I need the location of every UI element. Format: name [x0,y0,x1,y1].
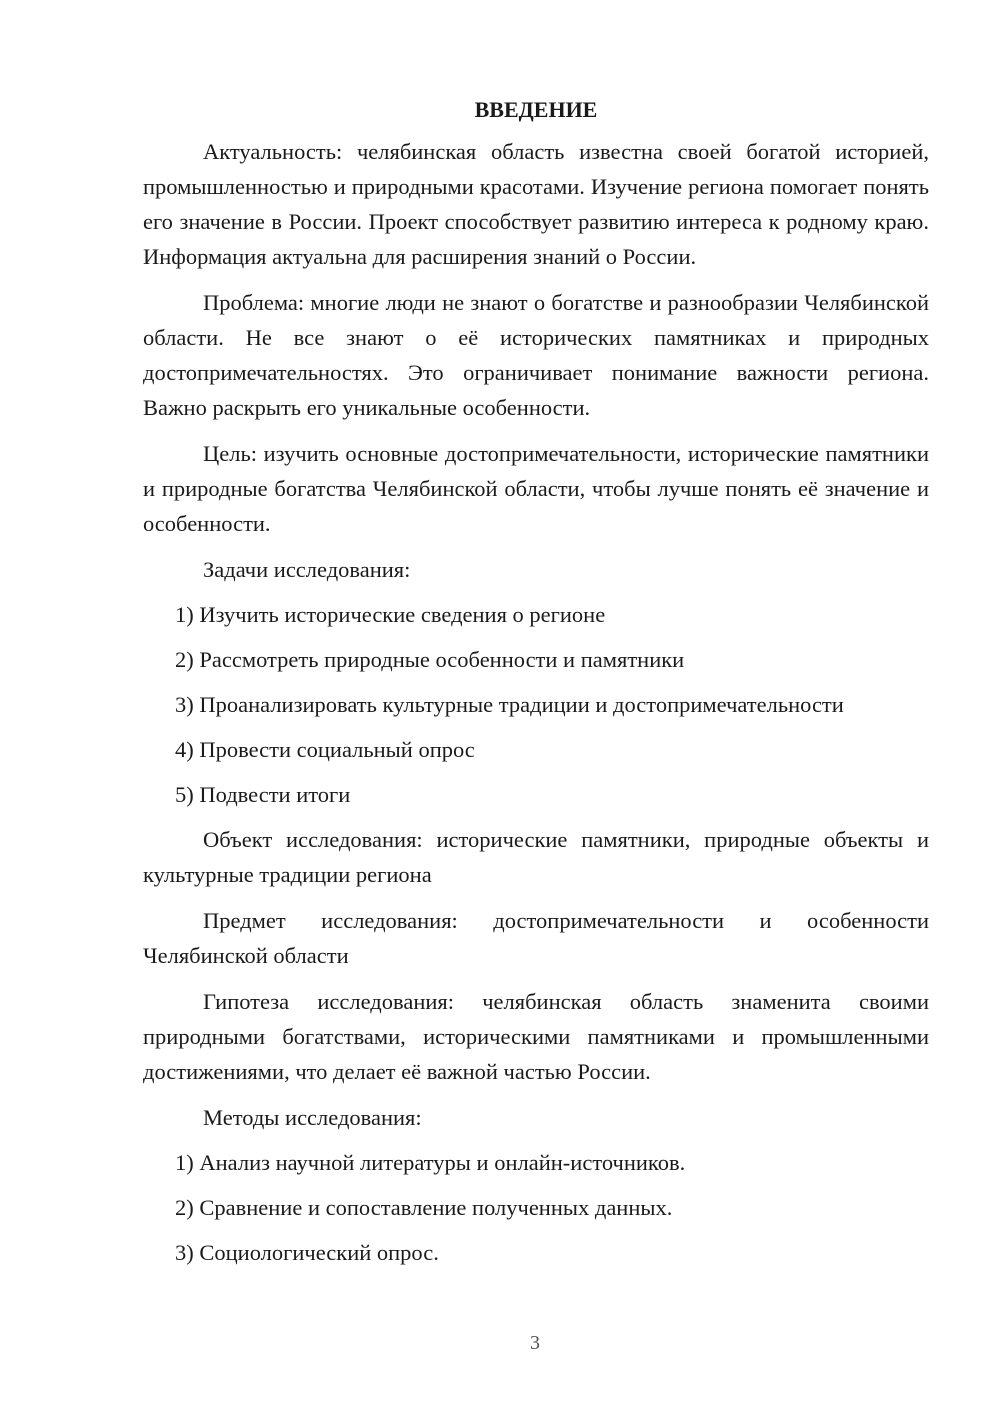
method-item: 3) Социологический опрос. [175,1240,439,1265]
methods-list [143,1145,929,1270]
relevance-paragraph: Актуальность: челябинская область известна своей богатой историей, промышленностью и природными красотами. Изучение региона помогает понять его значение в России. Проект способствует развитию интереса к родному краю. Информация актуальна для расширения знаний о России. [143,139,929,269]
tasks-heading: Задачи исследования: [203,557,411,582]
hypothesis-paragraph: Гипотеза исследования: челябинская область знаменита своими природными богатствами, историческими памятниками и промышленными достижениями, что делает её важной частью России. [143,989,929,1084]
subject-paragraph: Предмет исследования: достопримечательности и особенности Челябинской области [143,908,929,968]
task-item: 2) Рассмотреть природные особенности и памятники [175,647,685,672]
task-item: 3) Проанализировать культурные традиции и достопримечательности [175,692,844,717]
goal-paragraph: Цель: изучить основные достопримечательности, исторические памятники и природные богатства Челябинской области, чтобы лучше понять её значение и особенности. [143,441,929,536]
section-title: ВВЕДЕНИЕ [474,97,598,122]
tasks-list [143,597,929,812]
page-number: 3 [530,1332,540,1354]
document-page [143,92,929,1280]
object-paragraph: Объект исследования: исторические памятники, природные объекты и культурные традиции региона [143,827,929,887]
methods-heading: Методы исследования: [203,1105,422,1130]
method-item: 1) Анализ научной литературы и онлайн-источников. [175,1150,686,1175]
method-item: 2) Сравнение и сопоставление полученных данных. [175,1195,673,1220]
task-item: 1) Изучить исторические сведения о регионе [175,602,606,627]
problem-paragraph: Проблема: многие люди не знают о богатстве и разнообразии Челябинской области. Не все знают о её исторических памятниках и природных достопримечательностях. Это ограничивает понимание важности региона. Важно раскрыть его уникальные особенности. [143,290,929,420]
task-item: 4) Провести социальный опрос [175,737,475,762]
task-item: 5) Подвести итоги [175,782,351,807]
